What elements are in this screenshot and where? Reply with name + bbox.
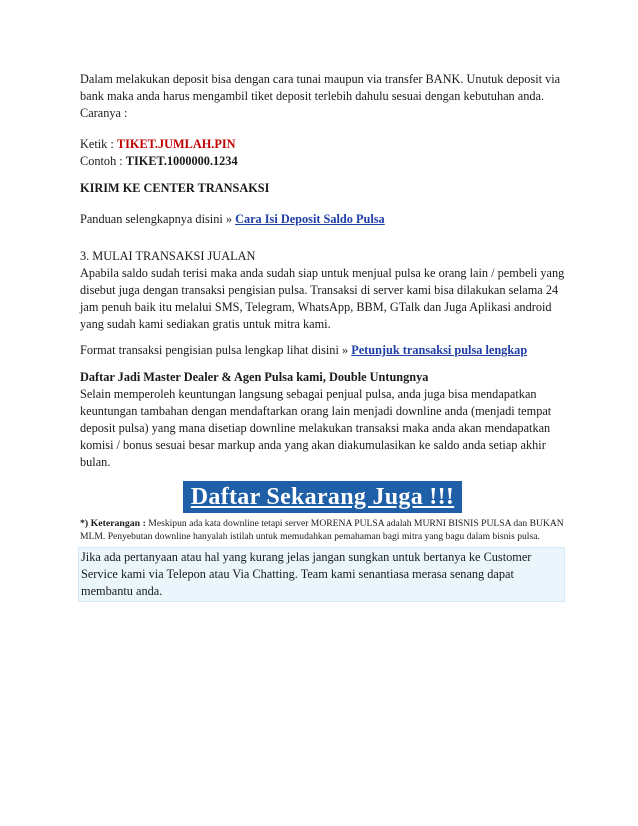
document-page	[80, 71, 565, 602]
ketik-label: Ketik :	[80, 137, 117, 151]
step3-heading: 3. MULAI TRANSAKSI JUALAN	[80, 249, 256, 263]
contoh-value: TIKET.1000000.1234	[125, 154, 238, 168]
ketik-value: TIKET.JUMLAH.PIN	[116, 137, 236, 151]
panduan-line	[80, 211, 565, 228]
disclaimer-note	[80, 517, 565, 543]
transaction-guide-link[interactable]: Petunjuk transaksi pulsa lengkap	[351, 343, 528, 357]
contoh-label: Contoh :	[80, 154, 126, 168]
cta-wrapper	[80, 481, 565, 515]
note-label: *) Keterangan :	[80, 518, 149, 529]
ketik-line	[80, 136, 565, 153]
deposit-guide-link[interactable]: Cara Isi Deposit Saldo Pulsa	[235, 212, 385, 226]
register-now-button[interactable]: Daftar Sekarang Juga !!!	[183, 481, 462, 513]
intro-paragraph: Dalam melakukan deposit bisa dengan cara tunai maupun via transfer BANK. Unutuk deposit via bank maka anda harus mengambil tiket deposit terlebih dahulu sesuai dengan kebutuhan anda. Caranya :	[80, 72, 561, 120]
daftar-heading: Daftar Jadi Master Dealer & Agen Pulsa kami, Double Untungnya	[80, 370, 429, 384]
format-line	[80, 342, 565, 359]
note-text: Meskipun ada kata downline tetapi server MORENA PULSA adalah MURNI BISNIS PULSA dan BUKAN MLM. Penyebutan downline hanyalah istilah untuk memudahkan pemahaman bagi mitra yang bagu dalam bisnis pulsa.	[80, 518, 564, 542]
step3-body: Apabila saldo sudah terisi maka anda sudah siap untuk menjual pulsa ke orang lain / pembeli yang disebut juga dengan transaksi pengisian pulsa. Transaksi di server kami bisa dilakukan selama 24 jam penuh baik itu melalui SMS, Telegram, WhatsApp, BBM, GTalk dan Juga Aplikasi android yang sudah kami sediakan gratis untuk mitra kami.	[80, 266, 565, 331]
contact-box: Jika ada pertanyaan atau hal yang kurang jelas jangan sungkan untuk bertanya ke Customer Service kami via Telepon atau Via Chatting. Team kami senantiasa merasa senang dapat membantu anda.	[78, 547, 565, 602]
format-text: Format transaksi pengisian pulsa lengkap lihat disini »	[80, 343, 352, 357]
daftar-body: Selain memperoleh keuntungan langsung sebagai penjual pulsa, anda juga bisa mendapatkan keuntungan tambahan dengan mendaftarkan orang lain menjadi downline anda (menjadi tempat deposit pulsa) yang mana disetiap downline melakukan transaksi maka anda akan mendapatkan komisi / bonus sesuai besar markup anda yang akan diakumulasikan ke saldo anda setiap akhir bulan.	[80, 387, 552, 469]
panduan-text: Panduan selengkapnya disini »	[80, 212, 236, 226]
kirim-heading: KIRIM KE CENTER TRANSAKSI	[80, 181, 270, 195]
contoh-line	[80, 153, 565, 170]
